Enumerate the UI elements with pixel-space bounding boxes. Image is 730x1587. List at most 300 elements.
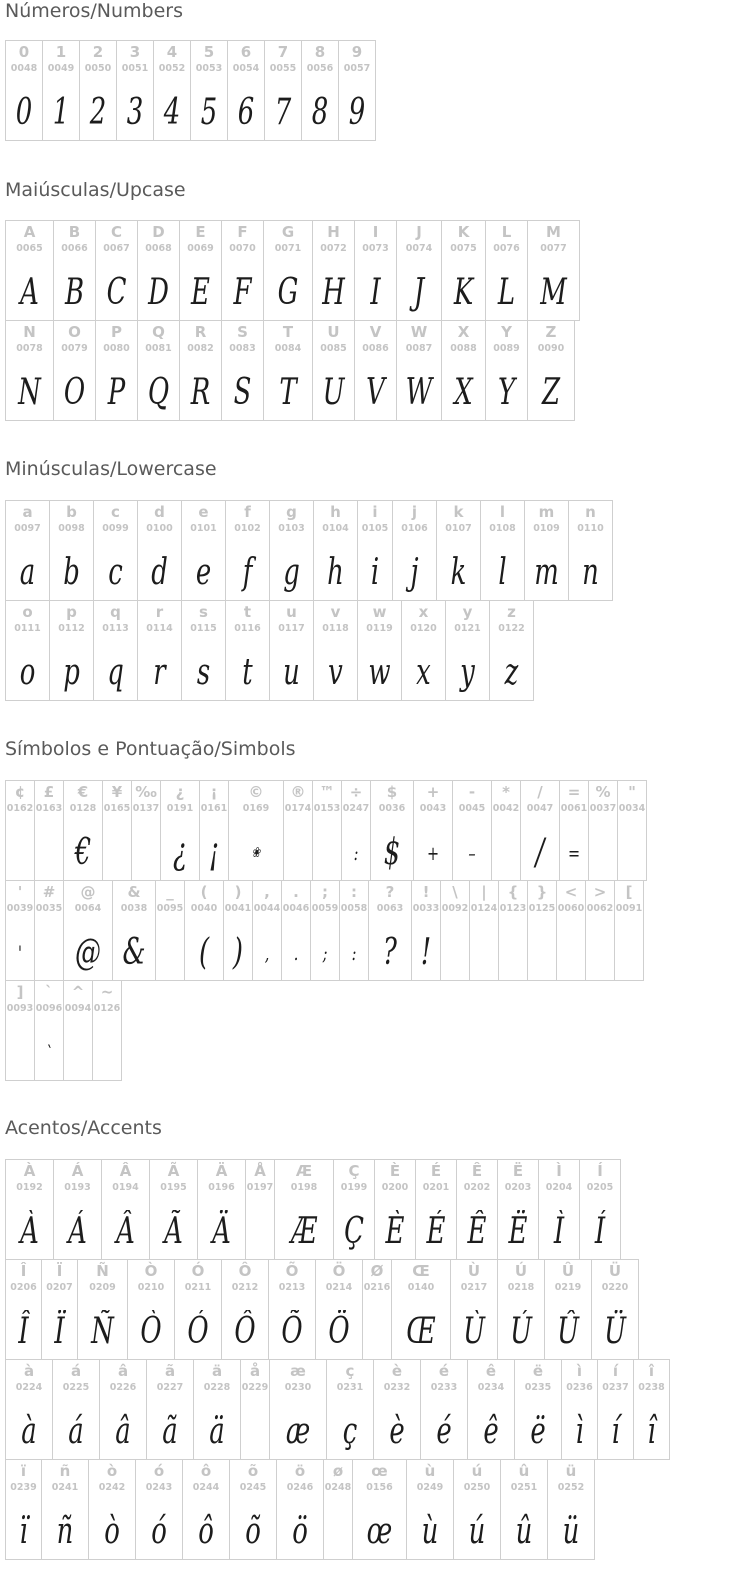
glyph-cell-0123: [498, 880, 528, 981]
glyph-row: [5, 220, 580, 321]
glyph-cell-0165: [102, 780, 132, 881]
glyph-sample: G: [277, 272, 299, 313]
glyph-cell-0086: [354, 320, 397, 421]
character-code: 0226: [109, 1382, 137, 1393]
character-label: l: [499, 503, 506, 521]
glyph-cell-0039: [5, 880, 35, 981]
glyph-cell-0038: [112, 880, 156, 981]
character-code: 0050: [84, 63, 112, 74]
character-code: 0104: [322, 523, 349, 534]
character-label: û: [518, 1462, 530, 1480]
character-label: /: [537, 783, 543, 801]
glyph-cell-0116: [225, 600, 270, 701]
glyph-sample: r: [153, 652, 166, 693]
glyph-cell-0106: [392, 500, 437, 601]
glyph-sample: a: [19, 552, 36, 593]
glyph-sample: `: [45, 1041, 53, 1065]
character-label: ": [628, 783, 636, 801]
character-label: &: [127, 883, 141, 901]
character-label: ø: [332, 1462, 344, 1480]
character-code: 0210: [137, 1282, 165, 1293]
glyph-sample: C: [106, 272, 127, 313]
character-label: Ê: [471, 1162, 483, 1180]
glyph-cell-0108: [480, 500, 525, 601]
character-label: À: [23, 1162, 36, 1180]
glyph-cell-0237: [597, 1359, 634, 1460]
character-label: Â: [119, 1162, 132, 1180]
glyph-cell-0117: [269, 600, 314, 701]
glyph-sample: ó: [151, 1511, 167, 1552]
glyph-cell-0230: [269, 1359, 327, 1460]
glyph-cell-0074: [396, 220, 442, 321]
glyph-sample: B: [64, 272, 85, 313]
glyph-cell-0112: [49, 600, 94, 701]
glyph-cell-0037: [588, 780, 618, 881]
glyph-cell-0193: [53, 1159, 102, 1260]
glyph-sample: [496, 827, 516, 879]
glyph-cell-0235: [514, 1359, 562, 1460]
glyph-cell-0070: [221, 220, 264, 321]
glyph-cell-0058: [339, 880, 369, 981]
glyph-sample: Ú: [510, 1311, 532, 1352]
character-code: 0063: [376, 903, 404, 914]
character-code: 0204: [545, 1182, 573, 1193]
character-label: Ë: [512, 1162, 524, 1180]
glyph-sample: É: [426, 1211, 446, 1252]
character-code: 0068: [145, 243, 172, 254]
character-label: }: [536, 883, 548, 901]
character-label: à: [23, 1362, 35, 1380]
glyph-sample: Â: [116, 1211, 135, 1252]
glyph-cell-0087: [396, 320, 442, 421]
glyph-cell-0061: [559, 780, 589, 881]
character-label: +: [426, 783, 440, 801]
character-label: W: [410, 323, 428, 341]
character-label: ì: [576, 1362, 583, 1380]
character-code: 0111: [14, 623, 41, 634]
glyph-sample: ;: [322, 941, 328, 965]
character-code: 0118: [322, 623, 349, 634]
character-label: g: [286, 503, 297, 521]
glyph-sample: :: [351, 941, 357, 965]
character-label: õ: [247, 1462, 259, 1480]
glyph-sample: [39, 927, 59, 979]
glyph-cell-0055: [264, 40, 302, 141]
character-label: Ã: [167, 1162, 180, 1180]
character-code: 0115: [190, 623, 217, 634]
glyph-sample: [532, 927, 552, 979]
character-label: ‰: [135, 783, 157, 801]
glyph-cell-0105: [357, 500, 393, 601]
glyph-row: [5, 40, 376, 141]
character-code: 0207: [46, 1282, 73, 1293]
glyph-cell-0251: [500, 1459, 548, 1560]
glyph-cell-0095: [155, 880, 185, 981]
character-label: m: [538, 503, 555, 521]
glyph-sample: D: [148, 272, 169, 313]
glyph-sample: ?: [383, 932, 397, 973]
character-code: 0219: [554, 1282, 582, 1293]
character-code: 0234: [477, 1382, 505, 1393]
glyph-sample: [619, 927, 639, 979]
character-code: 0248: [324, 1482, 352, 1493]
glyph-cell-0089: [485, 320, 528, 421]
glyph-sample: Ö: [328, 1311, 350, 1352]
glyph-sample: X: [454, 372, 473, 413]
character-code: 0239: [10, 1482, 37, 1493]
character-label: {: [507, 883, 519, 901]
character-label: ñ: [59, 1462, 71, 1480]
glyph-sample: 6: [237, 92, 255, 133]
character-label: œ: [371, 1462, 388, 1480]
character-label: Î: [20, 1262, 27, 1280]
character-code: 0070: [229, 243, 256, 254]
character-label: k: [453, 503, 464, 521]
glyph-sample: [328, 1506, 348, 1558]
glyph-cell-0049: [42, 40, 80, 141]
glyph-sample: $: [383, 832, 401, 873]
character-label: Œ: [412, 1262, 430, 1280]
character-code: 0205: [586, 1182, 614, 1193]
glyph-row: [5, 980, 122, 1081]
character-label: |: [481, 883, 487, 901]
glyph-cell-0191: [160, 780, 200, 881]
glyph-sample: q: [107, 652, 124, 693]
character-label: p: [66, 603, 77, 621]
character-label: _: [166, 883, 174, 901]
glyph-cell-0103: [269, 500, 314, 601]
character-code: 0092: [441, 903, 469, 914]
character-label: 2: [92, 43, 104, 61]
character-code: 0082: [187, 343, 214, 354]
glyph-cell-0211: [174, 1259, 222, 1360]
glyph-cell-0210: [127, 1259, 175, 1360]
character-label: æ: [290, 1362, 306, 1380]
glyph-sample: ': [18, 941, 22, 965]
character-code: 0036: [378, 803, 406, 814]
glyph-sample: õ: [245, 1511, 261, 1552]
glyph-row: [5, 500, 613, 601]
character-label: h: [330, 503, 341, 521]
glyph-cell-0040: [184, 880, 224, 981]
glyph-cell-0250: [453, 1459, 501, 1560]
glyph-sample: ö: [292, 1511, 308, 1552]
character-label: F: [237, 223, 248, 241]
glyph-cell-0056: [301, 40, 339, 141]
character-label: Ô: [238, 1262, 252, 1280]
glyph-cell-0121: [445, 600, 490, 701]
character-label: Å: [254, 1162, 266, 1180]
glyph-sample: –: [468, 841, 476, 865]
character-label: È: [389, 1162, 401, 1180]
character-label: 8: [314, 43, 326, 61]
glyph-sample: 0: [15, 92, 33, 133]
character-label: ç: [345, 1362, 355, 1380]
character-code: 0085: [320, 343, 347, 354]
glyph-sample: [10, 827, 30, 879]
glyph-sample: J: [413, 272, 425, 313]
glyph-cell-0092: [440, 880, 470, 981]
character-code: 0089: [493, 343, 520, 354]
character-label: X: [457, 323, 470, 341]
character-label: =: [567, 783, 581, 801]
character-code: 0091: [615, 903, 643, 914]
glyph-cell-0101: [181, 500, 226, 601]
character-code: 0174: [284, 803, 312, 814]
character-label: z: [507, 603, 516, 621]
glyph-sample: Z: [541, 372, 560, 413]
character-code: 0055: [269, 63, 297, 74]
character-code: 0227: [156, 1382, 184, 1393]
glyph-cell-0097: [5, 500, 50, 601]
glyph-sample: [68, 1027, 88, 1079]
character-code: 0124: [470, 903, 498, 914]
character-code: 0232: [383, 1382, 411, 1393]
glyph-cell-0194: [101, 1159, 150, 1260]
glyph-cell-0083: [221, 320, 264, 421]
character-label: Ö: [332, 1262, 346, 1280]
glyph-sample: ë: [530, 1411, 546, 1452]
glyph-sample: Ï: [54, 1311, 65, 1352]
glyph-sample: [622, 827, 642, 879]
glyph-cell-0225: [52, 1359, 100, 1460]
glyph-cell-0041: [223, 880, 253, 981]
glyph-cell-0067: [95, 220, 138, 321]
character-label: Ñ: [96, 1262, 109, 1280]
glyph-cell-0079: [53, 320, 96, 421]
section-title-simbolos-e-pontuacao-simbols: Símbolos e Pontuação/Simbols: [5, 738, 296, 760]
glyph-cell-0246: [276, 1459, 324, 1560]
glyph-sample: ç: [342, 1411, 358, 1452]
glyph-sample: [39, 827, 59, 879]
glyph-cell-0219: [544, 1259, 592, 1360]
character-label: *: [502, 783, 510, 801]
glyph-cell-0076: [485, 220, 528, 321]
glyph-sample: :: [353, 841, 359, 865]
glyph-cell-0198: [274, 1159, 334, 1260]
glyph-cell-0192: [5, 1159, 54, 1260]
glyph-sample: ¡: [208, 832, 220, 873]
character-label: M: [546, 223, 561, 241]
character-label: Û: [561, 1262, 575, 1280]
glyph-cell-0205: [579, 1159, 621, 1260]
glyph-cell-0091: [614, 880, 644, 981]
character-code: 0114: [146, 623, 173, 634]
character-code: 0093: [6, 1003, 34, 1014]
section-title-acentos-accents: Acentos/Accents: [5, 1117, 162, 1139]
character-code: 0042: [492, 803, 520, 814]
glyph-cell-0248: [323, 1459, 353, 1560]
glyph-sample: Õ: [281, 1311, 303, 1352]
character-code: 0235: [524, 1382, 552, 1393]
glyph-cell-0226: [99, 1359, 147, 1460]
character-code: 0125: [528, 903, 556, 914]
glyph-sample: H: [322, 272, 345, 313]
character-label: w: [372, 603, 387, 621]
glyph-cell-0035: [34, 880, 64, 981]
character-code: 0241: [51, 1482, 79, 1493]
character-label: y: [462, 603, 473, 621]
character-code: 0057: [343, 63, 371, 74]
glyph-cell-0053: [190, 40, 228, 141]
character-code: 0077: [540, 243, 567, 254]
glyph-sample: Ó: [187, 1311, 209, 1352]
glyph-sample: z: [504, 652, 519, 693]
character-code: 0231: [336, 1382, 364, 1393]
character-label: Q: [152, 323, 165, 341]
glyph-sample: €: [74, 832, 92, 873]
character-label: Ú: [514, 1262, 528, 1280]
glyph-cell-0218: [497, 1259, 545, 1360]
character-code: 0225: [62, 1382, 90, 1393]
character-label: ö: [294, 1462, 306, 1480]
character-code: 0112: [58, 623, 85, 634]
character-code: 0228: [203, 1382, 231, 1393]
character-label: ú: [471, 1462, 483, 1480]
glyph-sample: u: [283, 652, 300, 693]
glyph-sample: È: [385, 1211, 405, 1252]
character-label: !: [422, 883, 430, 901]
glyph-cell-0126: [92, 980, 122, 1081]
character-code: 0045: [458, 803, 486, 814]
character-code: 0128: [69, 803, 97, 814]
glyph-sample: [503, 927, 523, 979]
character-code: 0073: [362, 243, 389, 254]
glyph-row: [5, 1159, 621, 1260]
glyph-cell-0156: [352, 1459, 407, 1560]
character-code: 0098: [58, 523, 85, 534]
character-code: 0126: [93, 1003, 121, 1014]
glyph-cell-0075: [441, 220, 486, 321]
character-label: Ó: [191, 1262, 205, 1280]
glyph-cell-0048: [5, 40, 43, 141]
character-code: 0230: [284, 1382, 312, 1393]
glyph-sample: [10, 1027, 30, 1079]
character-code: 0233: [430, 1382, 458, 1393]
glyph-cell-0102: [225, 500, 270, 601]
glyph-sample: ñ: [56, 1511, 74, 1552]
character-label: Ä: [215, 1162, 228, 1180]
glyph-sample: p: [63, 652, 80, 693]
glyph-sample: I: [370, 272, 381, 313]
character-code: 0211: [184, 1282, 212, 1293]
character-code: 0096: [35, 1003, 63, 1014]
character-label: R: [194, 323, 207, 341]
glyph-sample: [288, 827, 308, 879]
character-code: 0107: [445, 523, 472, 534]
glyph-sample: l: [498, 552, 507, 593]
character-label: ë: [532, 1362, 544, 1380]
character-code: 0047: [526, 803, 554, 814]
character-code: 0195: [160, 1182, 187, 1193]
character-label: ¢: [14, 783, 26, 801]
character-code: 0245: [239, 1482, 267, 1493]
glyph-cell-0161: [199, 780, 229, 881]
glyph-sample: L: [497, 272, 516, 313]
glyph-sample: t: [242, 652, 253, 693]
glyph-cell-0047: [520, 780, 560, 881]
character-label: ÷: [349, 783, 363, 801]
character-code: 0137: [132, 803, 160, 814]
character-code: 0249: [416, 1482, 444, 1493]
character-label: B: [68, 223, 81, 241]
character-code: 0035: [35, 903, 63, 914]
character-label: ê: [485, 1362, 497, 1380]
character-label: .: [293, 883, 299, 901]
glyph-sample: i: [370, 552, 380, 593]
character-code: 0040: [190, 903, 218, 914]
glyph-cell-0203: [497, 1159, 539, 1260]
character-label: 0: [18, 43, 30, 61]
glyph-cell-0119: [357, 600, 402, 701]
character-code: 0061: [560, 803, 588, 814]
glyph-cell-0044: [252, 880, 282, 981]
character-label: Õ: [285, 1262, 299, 1280]
glyph-row: [5, 1359, 670, 1460]
character-label: Ò: [144, 1262, 158, 1280]
character-label: ó: [153, 1462, 165, 1480]
character-label: Ø: [370, 1262, 384, 1280]
character-code: 0048: [10, 63, 38, 74]
character-code: 0088: [450, 343, 477, 354]
glyph-sample: v: [328, 652, 343, 693]
glyph-sample: 1: [52, 92, 70, 133]
character-label: å: [249, 1362, 261, 1380]
character-label: ò: [106, 1462, 118, 1480]
character-label: Á: [71, 1162, 84, 1180]
glyph-sample: á: [68, 1411, 84, 1452]
glyph-sample: û: [515, 1511, 533, 1552]
character-label: 6: [240, 43, 252, 61]
glyph-sample: ï: [19, 1511, 28, 1552]
glyph-sample: s: [196, 652, 211, 693]
character-code: 0200: [381, 1182, 409, 1193]
character-label: Í: [597, 1162, 603, 1180]
glyph-cell-0082: [179, 320, 222, 421]
glyph-cell-0094: [63, 980, 93, 1081]
glyph-sample: [317, 827, 337, 879]
glyph-cell-0238: [633, 1359, 670, 1460]
character-label: d: [154, 503, 165, 521]
glyph-cell-0054: [227, 40, 265, 141]
glyph-row: [5, 600, 534, 701]
character-label: 4: [166, 43, 178, 61]
glyph-sample: R: [190, 372, 211, 413]
glyph-cell-0050: [79, 40, 117, 141]
glyph-sample: P: [107, 372, 126, 413]
glyph-cell-0174: [283, 780, 313, 881]
character-label: @: [80, 883, 96, 901]
character-label: S: [237, 323, 248, 341]
glyph-sample: Ê: [467, 1211, 487, 1252]
glyph-sample: Ù: [463, 1311, 485, 1352]
character-label: J: [416, 223, 422, 241]
character-code: 0238: [638, 1382, 665, 1393]
character-label: î: [648, 1362, 655, 1380]
character-label: ¡: [210, 783, 218, 801]
glyph-sample: e: [195, 552, 212, 593]
glyph-cell-0201: [415, 1159, 457, 1260]
character-code: 0246: [286, 1482, 314, 1493]
character-label: V: [369, 323, 382, 341]
glyph-sample: 7: [274, 92, 292, 133]
glyph-sample: í: [611, 1411, 620, 1452]
character-label: í: [612, 1362, 619, 1380]
character-code: 0081: [145, 343, 172, 354]
glyph-sample: Ë: [508, 1211, 528, 1252]
character-label: ô: [200, 1462, 212, 1480]
character-code: 0117: [278, 623, 305, 634]
